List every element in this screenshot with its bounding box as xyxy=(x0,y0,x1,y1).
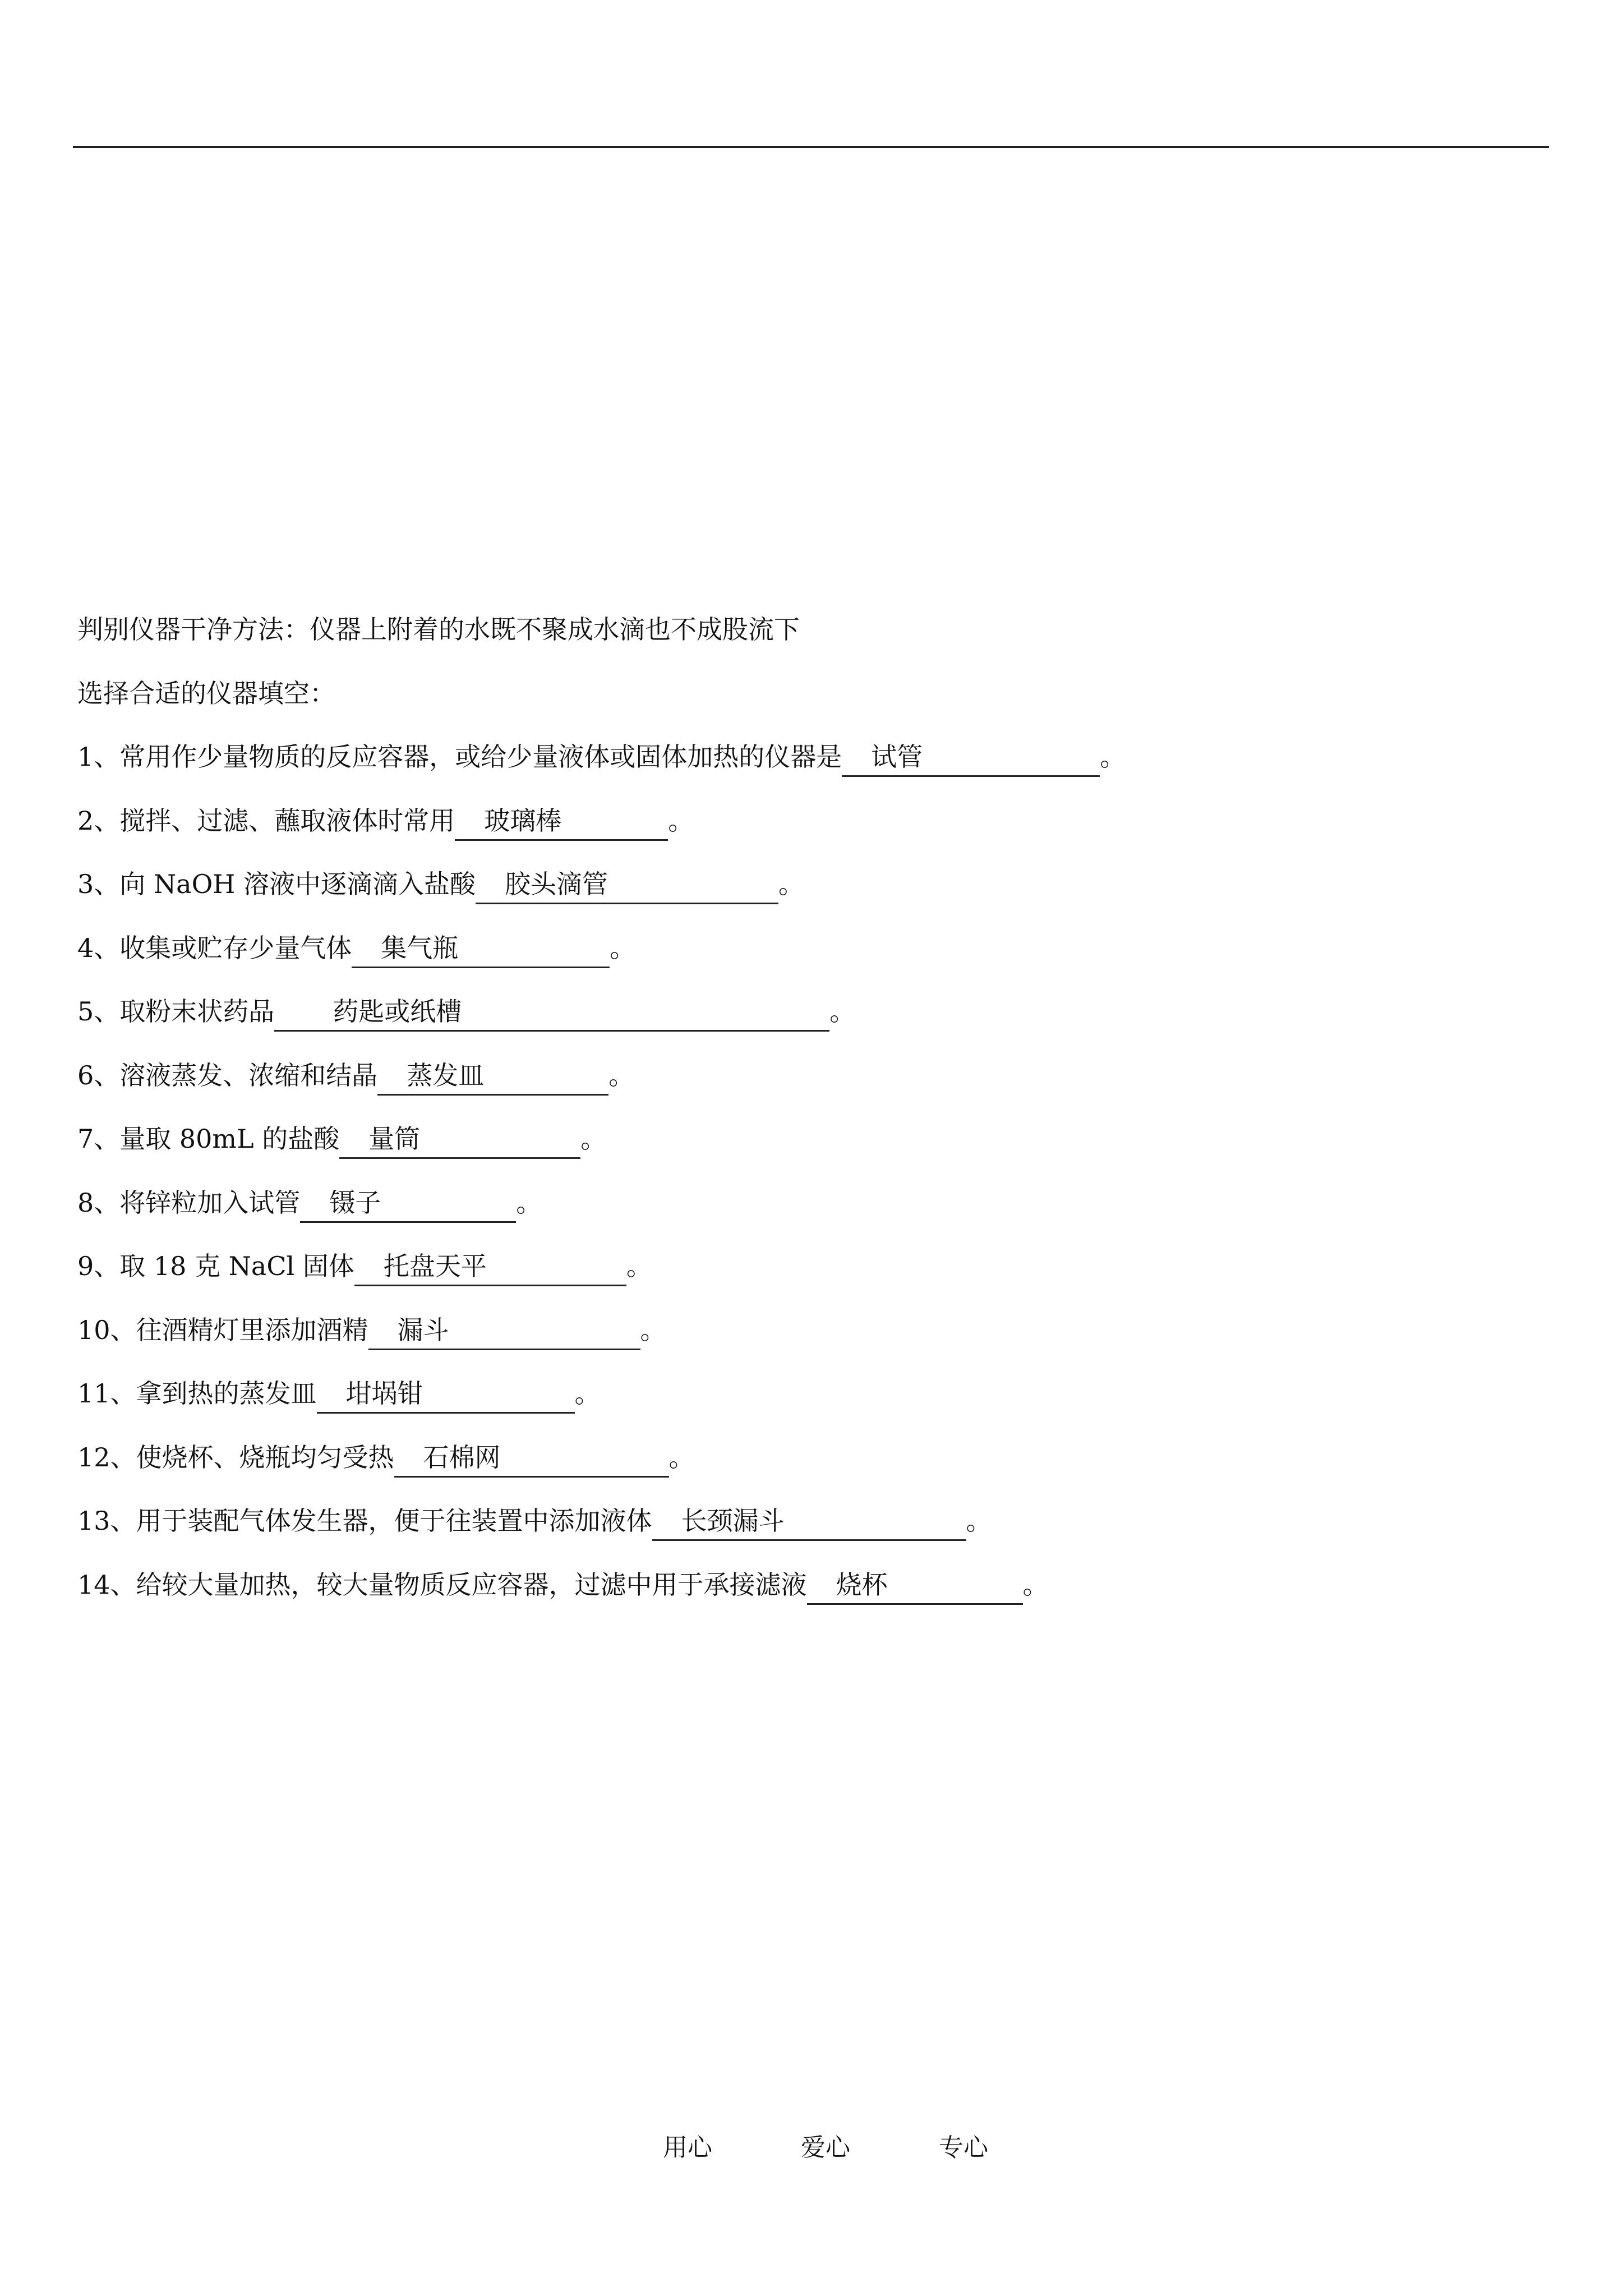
answer-text: 烧杯 xyxy=(836,1569,888,1600)
end-punct: 。 xyxy=(640,1314,666,1345)
question-line xyxy=(77,1180,1536,1244)
answer-text: 镊子 xyxy=(329,1187,381,1218)
end-punct: 。 xyxy=(668,805,694,836)
end-punct: 。 xyxy=(608,1060,635,1091)
question-number: 4、 xyxy=(77,932,120,963)
answer-text: 玻璃棒 xyxy=(484,805,562,836)
subtitle-line: 选择合适的仪器填空： xyxy=(77,678,335,708)
answer-blank xyxy=(842,738,1100,777)
question-line xyxy=(77,1562,1536,1626)
answer-text: 试管 xyxy=(871,742,923,772)
answer-blank xyxy=(807,1566,1023,1605)
question-text: 搅拌、过滤、蘸取液体时常用 xyxy=(119,805,455,836)
question-text: 使烧杯、烧瓶均匀受热 xyxy=(136,1442,394,1473)
question-number: 12、 xyxy=(77,1442,136,1473)
document-body xyxy=(77,607,1536,1626)
page-footer xyxy=(663,2127,988,2163)
answer-blank xyxy=(274,993,829,1032)
answer-text: 药匙或纸槽 xyxy=(333,996,462,1027)
question-number: 10、 xyxy=(77,1314,136,1345)
question-number: 11、 xyxy=(77,1378,136,1409)
intro-line: 判别仪器干净方法：仪器上附着的水既不聚成水滴也不成股流下 xyxy=(77,614,800,645)
answer-blank xyxy=(652,1502,966,1541)
end-punct: 。 xyxy=(1100,742,1126,772)
answer-text: 托盘天平 xyxy=(383,1251,487,1281)
answer-text: 漏斗 xyxy=(397,1314,449,1345)
question-text: 取 18 克 NaCl 固体 xyxy=(119,1251,354,1281)
end-punct: 。 xyxy=(668,1442,695,1473)
question-line xyxy=(77,1308,1536,1372)
end-punct: 。 xyxy=(829,996,856,1027)
question-line xyxy=(77,926,1536,990)
answer-text: 长颈漏斗 xyxy=(681,1506,785,1536)
end-punct: 。 xyxy=(966,1506,992,1536)
question-line xyxy=(77,1498,1536,1562)
question-line xyxy=(77,798,1536,862)
header-rule xyxy=(73,146,1549,148)
answer-blank xyxy=(352,930,610,968)
question-line xyxy=(77,734,1536,798)
end-punct: 。 xyxy=(1022,1569,1049,1600)
answer-text: 坩埚钳 xyxy=(345,1378,423,1409)
answer-text: 蒸发皿 xyxy=(407,1060,485,1091)
question-line xyxy=(77,1053,1536,1117)
question-number: 5、 xyxy=(77,996,120,1027)
question-text: 拿到热的蒸发皿 xyxy=(136,1378,317,1409)
question-line xyxy=(77,1244,1536,1308)
question-number: 6、 xyxy=(77,1060,120,1091)
answer-blank xyxy=(455,802,668,841)
question-text: 常用作少量物质的反应容器，或给少量液体或固体加热的仪器是 xyxy=(119,742,842,772)
answer-text: 集气瓶 xyxy=(381,932,459,963)
question-text: 溶液蒸发、浓缩和结晶 xyxy=(119,1060,378,1091)
question-number: 13、 xyxy=(77,1506,136,1536)
question-text: 量取 80mL 的盐酸 xyxy=(119,1124,340,1154)
end-punct: 。 xyxy=(626,1251,652,1281)
end-punct: 。 xyxy=(574,1378,601,1409)
answer-blank xyxy=(368,1312,640,1350)
end-punct: 。 xyxy=(610,932,636,963)
footer-middle-text: 爱心 xyxy=(801,2133,850,2162)
answer-text: 量筒 xyxy=(368,1124,421,1154)
question-line xyxy=(77,1116,1536,1180)
footer-left-text: 用心 xyxy=(663,2133,712,2162)
question-number: 3、 xyxy=(77,869,120,899)
end-punct: 。 xyxy=(580,1124,607,1154)
question-number: 14、 xyxy=(77,1569,136,1600)
question-line xyxy=(77,1371,1536,1435)
question-line xyxy=(77,862,1536,926)
answer-blank xyxy=(354,1248,626,1286)
answer-blank xyxy=(300,1184,516,1223)
question-text: 取粉末状药品 xyxy=(119,996,275,1027)
answer-blank xyxy=(339,1120,580,1159)
end-punct: 。 xyxy=(516,1187,542,1218)
answer-text: 石棉网 xyxy=(423,1442,501,1473)
question-text: 用于装配气体发生器，便于往装置中添加液体 xyxy=(136,1506,652,1536)
answer-blank xyxy=(476,866,778,904)
question-text: 往酒精灯里添加酒精 xyxy=(136,1314,368,1345)
answer-blank xyxy=(317,1375,575,1414)
question-number: 2、 xyxy=(77,805,120,836)
question-number: 1、 xyxy=(77,742,120,772)
question-number: 9、 xyxy=(77,1251,120,1281)
answer-blank xyxy=(377,1057,608,1096)
question-text: 收集或贮存少量气体 xyxy=(119,932,352,963)
question-line xyxy=(77,989,1536,1053)
answer-text: 胶头滴管 xyxy=(505,869,608,899)
question-number: 8、 xyxy=(77,1187,120,1218)
answer-blank xyxy=(394,1439,669,1478)
question-text: 向 NaOH 溶液中逐滴滴入盐酸 xyxy=(119,869,476,899)
question-line xyxy=(77,1435,1536,1499)
end-punct: 。 xyxy=(778,869,805,899)
question-text: 给较大量加热，较大量物质反应容器，过滤中用于承接滤液 xyxy=(136,1569,807,1600)
question-text: 将锌粒加入试管 xyxy=(119,1187,301,1218)
footer-right-text: 专心 xyxy=(939,2133,988,2162)
question-number: 7、 xyxy=(77,1124,120,1154)
